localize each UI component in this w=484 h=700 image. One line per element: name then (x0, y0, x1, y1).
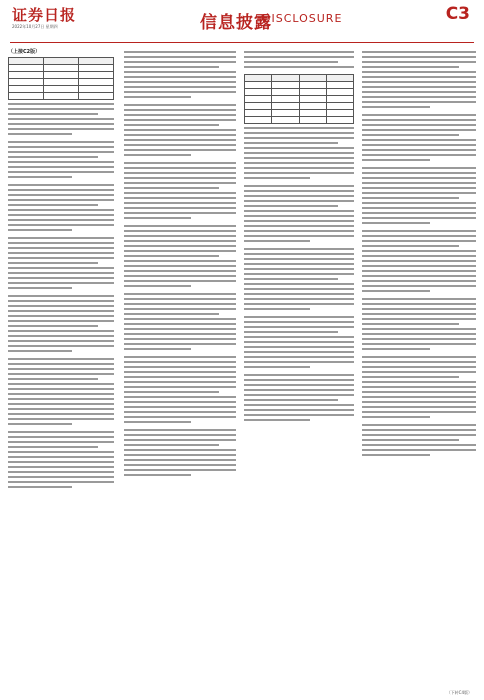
continued-note: （下转C4版） (446, 690, 472, 695)
text-block (8, 431, 114, 488)
text-block (244, 316, 354, 368)
table-row (245, 110, 354, 117)
table-row (9, 86, 114, 93)
table-row (245, 82, 354, 89)
table-row (9, 79, 114, 86)
column-2 (124, 48, 236, 688)
text-block (8, 141, 114, 178)
text-block (244, 185, 354, 242)
section-title: 信息披露 (200, 13, 272, 33)
text-block (362, 51, 476, 108)
page-code: C3 (445, 4, 470, 24)
text-block (244, 127, 354, 179)
table-2-header-row (245, 75, 354, 82)
table-1-header-row (9, 58, 114, 65)
table-2 (244, 74, 354, 124)
issue-meta: 2022年10月27日 星期四 (12, 24, 58, 29)
text-block (124, 225, 236, 287)
table-1 (8, 57, 114, 100)
column-1-heading: （上接C2版） (8, 49, 41, 55)
text-block (124, 293, 236, 350)
column-3 (244, 48, 354, 688)
text-block (124, 356, 236, 423)
text-block (244, 374, 354, 421)
masthead (0, 0, 484, 44)
text-block (362, 230, 476, 292)
text-block (124, 51, 236, 98)
header-rule (10, 42, 474, 43)
text-block (362, 356, 476, 418)
table-row (9, 72, 114, 79)
text-block (362, 424, 476, 456)
column-1 (8, 48, 114, 688)
table-row (9, 65, 114, 72)
text-block (124, 162, 236, 219)
column-4 (362, 48, 476, 688)
text-block (8, 184, 114, 231)
text-block (362, 298, 476, 350)
text-block (8, 237, 114, 289)
section-title-english: DISCLOSURE (262, 12, 343, 25)
text-block (362, 167, 476, 224)
table-row (245, 96, 354, 103)
text-block (362, 114, 476, 161)
table-row (245, 103, 354, 110)
text-block (8, 295, 114, 352)
newspaper-logo: 证券日报 (12, 6, 77, 24)
text-block (8, 358, 114, 425)
table-row (9, 93, 114, 100)
text-block (244, 248, 354, 310)
table-row (245, 89, 354, 96)
text-block (124, 429, 236, 476)
text-block (244, 51, 354, 68)
text-block (124, 104, 236, 156)
table-row (245, 117, 354, 124)
text-block (8, 103, 114, 135)
